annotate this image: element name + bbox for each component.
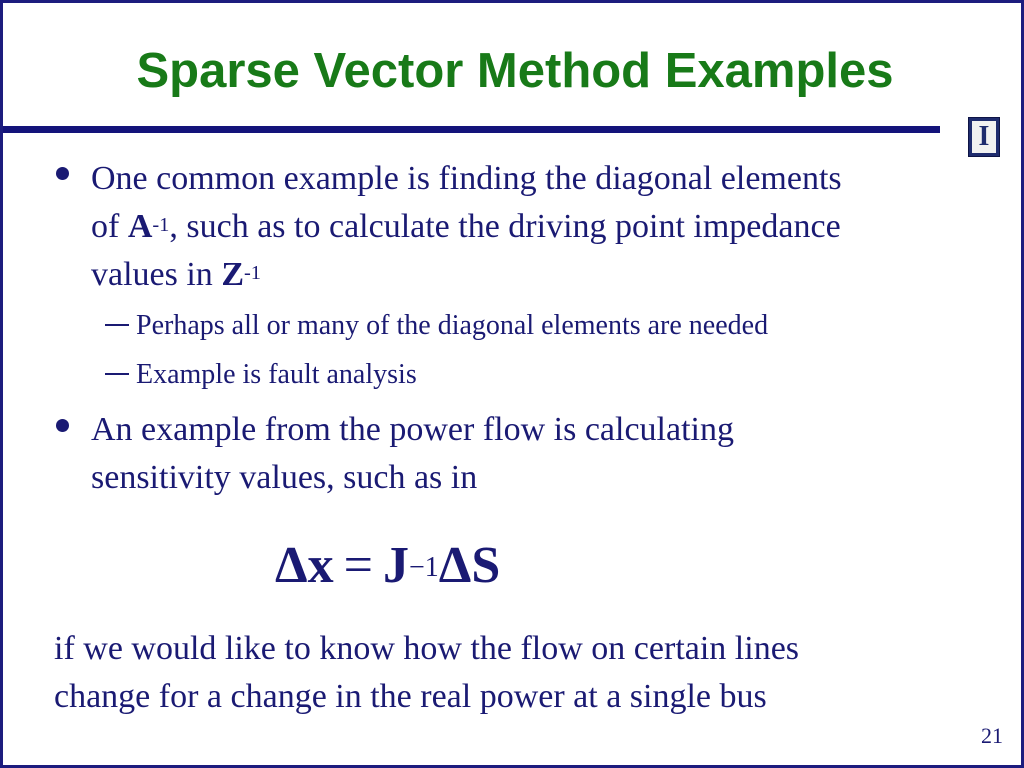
subbullet-2: Example is fault analysis <box>136 359 417 390</box>
matrix-z-exponent: -1 <box>244 262 261 284</box>
illinois-block-i-icon <box>972 121 996 153</box>
matrix-a: A <box>127 208 153 245</box>
bullet-1-text-c: values in <box>91 256 222 293</box>
equation-lhs: Δx <box>275 537 334 594</box>
dash-icon <box>105 324 129 326</box>
bullet-dot-icon <box>56 167 69 180</box>
subbullet-1: Perhaps all or many of the diagonal elements are needed <box>136 310 769 341</box>
dash-icon <box>105 373 129 375</box>
bullet-1-line-2 <box>91 203 841 251</box>
page-number: 21 <box>981 723 1003 748</box>
matrix-z: Z <box>221 256 244 293</box>
slide-title: Sparse Vector Method Examples <box>136 44 894 98</box>
explanation-paragraph <box>54 625 799 721</box>
bullet-2-line-1: An example from the power flow is calculating <box>91 411 734 448</box>
sensitivity-equation <box>275 533 500 599</box>
bullet-dot-icon <box>56 419 69 432</box>
bullet-1-line-1: One common example is finding the diagonal elements <box>91 160 842 197</box>
bullet-1-text-b: , such as to calculate the driving point impedance <box>169 208 841 245</box>
paragraph-line-1: if we would like to know how the flow on certain lines <box>54 630 800 667</box>
equation-jacobian: J <box>382 537 409 594</box>
title-divider <box>3 126 940 133</box>
bullet-1-text-a: of <box>91 208 128 245</box>
bullet-1-line-3 <box>91 251 261 299</box>
matrix-a-exponent: -1 <box>152 214 170 236</box>
university-logo <box>968 117 1000 157</box>
paragraph-line-2: change for a change in the real power at a single bus <box>54 678 767 715</box>
logo-letter: I <box>978 121 990 152</box>
equation-exponent: −1 <box>408 552 439 583</box>
equation-equals: = <box>343 537 373 594</box>
bullet-2-line-2: sensitivity values, such as in <box>91 459 478 496</box>
equation-rhs: ΔS <box>438 537 501 594</box>
